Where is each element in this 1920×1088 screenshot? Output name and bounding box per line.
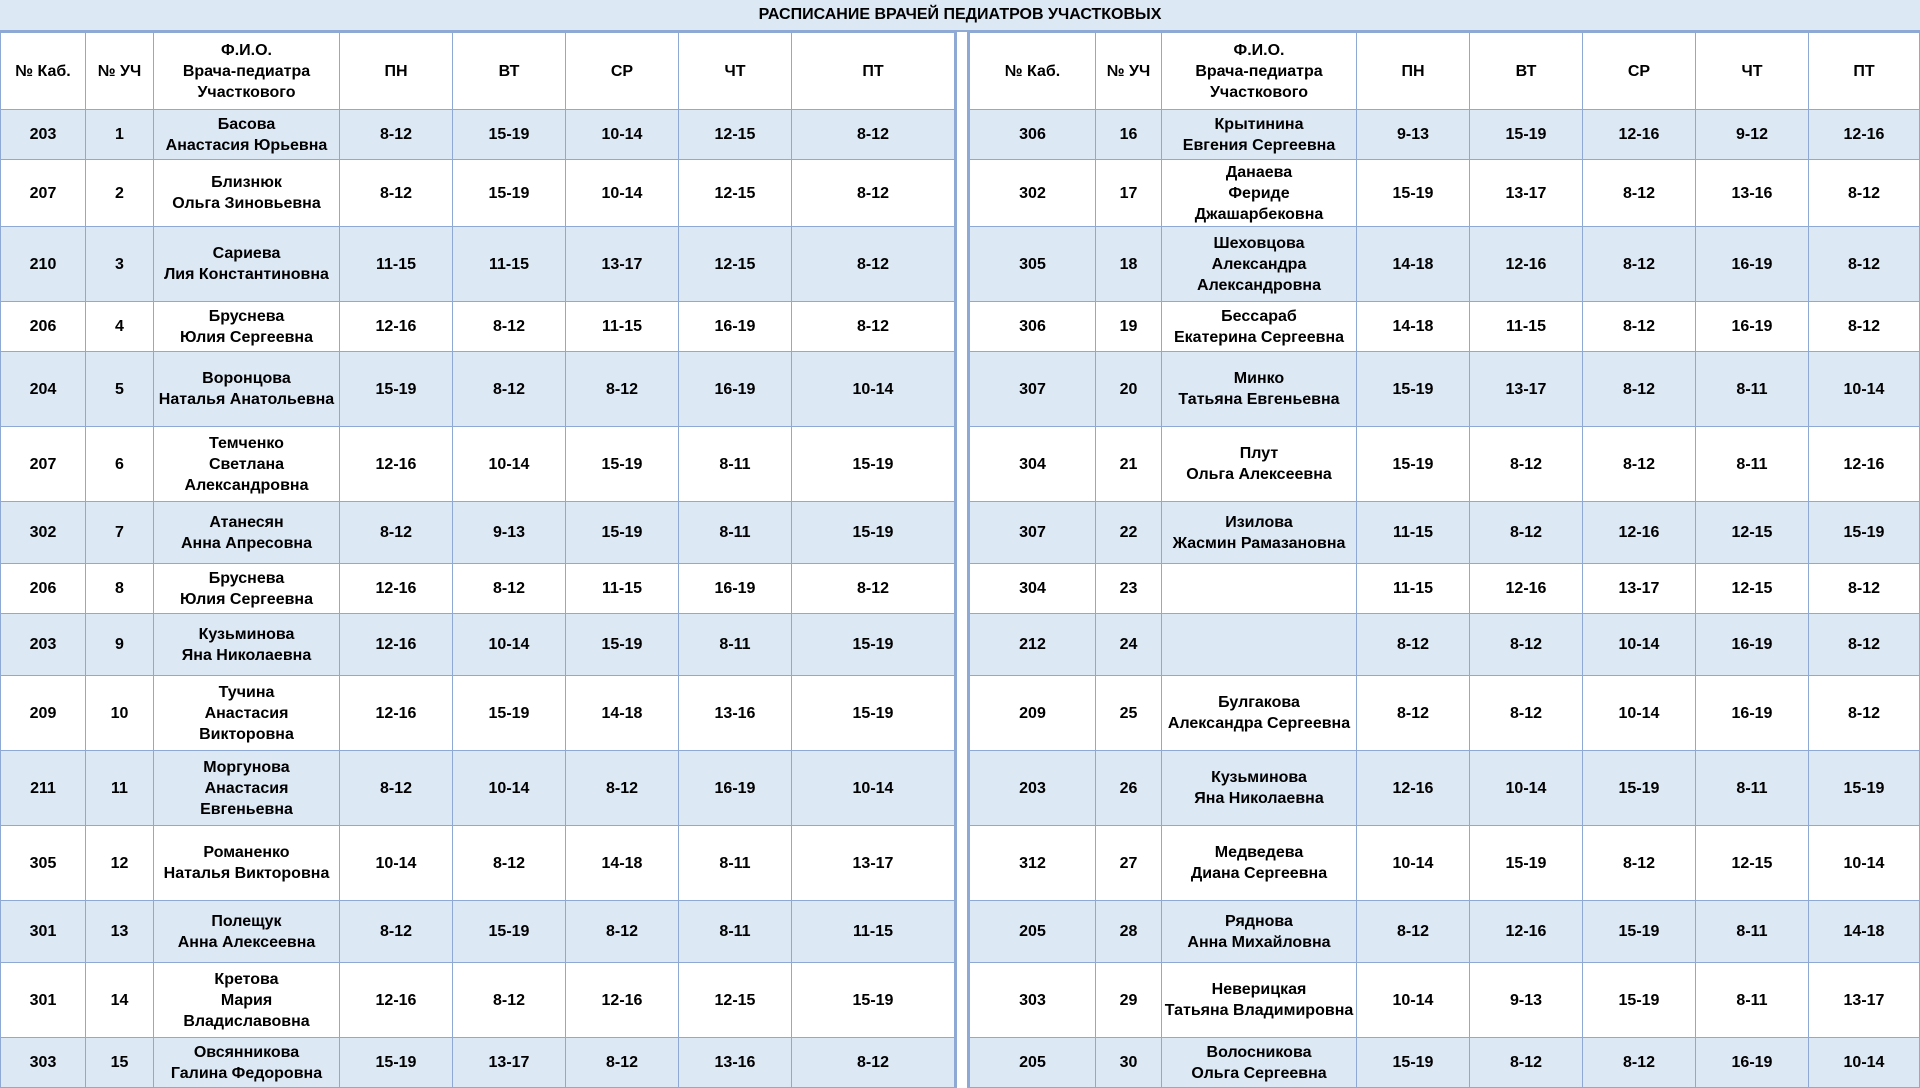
cell-monday: 12-16 bbox=[340, 564, 453, 614]
header-district: № УЧ bbox=[1096, 33, 1162, 110]
cell-monday: 12-16 bbox=[340, 427, 453, 502]
cell-monday: 8-12 bbox=[340, 502, 453, 564]
cell-monday: 8-12 bbox=[1357, 676, 1470, 751]
table-row bbox=[1, 826, 955, 901]
cell-friday: 15-19 bbox=[792, 427, 955, 502]
table-row bbox=[970, 676, 1920, 751]
table-divider bbox=[955, 32, 969, 1088]
cell-cabinet: 207 bbox=[1, 427, 86, 502]
cell-cabinet: 209 bbox=[970, 676, 1096, 751]
cell-thursday: 13-16 bbox=[1696, 160, 1809, 227]
cell-district: 21 bbox=[1096, 427, 1162, 502]
cell-friday: 15-19 bbox=[792, 614, 955, 676]
cell-cabinet: 307 bbox=[970, 502, 1096, 564]
cell-doctor-name: Темченко Светлана Александровна bbox=[154, 427, 340, 502]
cell-cabinet: 205 bbox=[970, 1038, 1096, 1088]
cell-district: 29 bbox=[1096, 963, 1162, 1038]
table-row bbox=[1, 751, 955, 826]
cell-thursday: 13-16 bbox=[679, 1038, 792, 1088]
cell-friday: 8-12 bbox=[792, 302, 955, 352]
table-row bbox=[1, 963, 955, 1038]
cell-tuesday: 13-17 bbox=[1470, 160, 1583, 227]
cell-tuesday: 13-17 bbox=[1470, 352, 1583, 427]
cell-thursday: 12-15 bbox=[679, 227, 792, 302]
cell-wednesday: 15-19 bbox=[566, 614, 679, 676]
table-row bbox=[970, 564, 1920, 614]
table-row bbox=[970, 1038, 1920, 1088]
cell-monday: 15-19 bbox=[1357, 1038, 1470, 1088]
cell-tuesday: 8-12 bbox=[453, 963, 566, 1038]
cell-tuesday: 15-19 bbox=[1470, 110, 1583, 160]
cell-district: 19 bbox=[1096, 302, 1162, 352]
cell-wednesday: 14-18 bbox=[566, 826, 679, 901]
cell-thursday: 16-19 bbox=[679, 564, 792, 614]
table-row bbox=[1, 427, 955, 502]
cell-cabinet: 203 bbox=[1, 614, 86, 676]
header-friday: ПТ bbox=[792, 33, 955, 110]
cell-monday: 12-16 bbox=[340, 963, 453, 1038]
cell-wednesday: 15-19 bbox=[566, 502, 679, 564]
cell-doctor-name: Данаева Фериде Джашарбековна bbox=[1162, 160, 1357, 227]
cell-friday: 8-12 bbox=[1809, 676, 1920, 751]
cell-doctor-name: Изилова Жасмин Рамазановна bbox=[1162, 502, 1357, 564]
cell-monday: 8-12 bbox=[340, 751, 453, 826]
cell-thursday: 8-11 bbox=[679, 826, 792, 901]
cell-tuesday: 15-19 bbox=[1470, 826, 1583, 901]
cell-cabinet: 212 bbox=[970, 614, 1096, 676]
header-district: № УЧ bbox=[86, 33, 154, 110]
cell-monday: 12-16 bbox=[340, 676, 453, 751]
cell-friday: 12-16 bbox=[1809, 110, 1920, 160]
cell-cabinet: 304 bbox=[970, 564, 1096, 614]
cell-thursday: 12-15 bbox=[1696, 502, 1809, 564]
cell-friday: 8-12 bbox=[1809, 160, 1920, 227]
cell-wednesday: 8-12 bbox=[1583, 302, 1696, 352]
cell-cabinet: 301 bbox=[1, 901, 86, 963]
table-row bbox=[1, 160, 955, 227]
cell-friday: 8-12 bbox=[792, 1038, 955, 1088]
cell-district: 13 bbox=[86, 901, 154, 963]
cell-tuesday: 8-12 bbox=[1470, 427, 1583, 502]
cell-doctor-name: Ряднова Анна Михайловна bbox=[1162, 901, 1357, 963]
cell-wednesday: 8-12 bbox=[1583, 1038, 1696, 1088]
header-monday: ПН bbox=[1357, 33, 1470, 110]
cell-thursday: 12-15 bbox=[1696, 564, 1809, 614]
cell-wednesday: 12-16 bbox=[1583, 110, 1696, 160]
cell-doctor-name: Бессараб Екатерина Сергеевна bbox=[1162, 302, 1357, 352]
cell-doctor-name: Полещук Анна Алексеевна bbox=[154, 901, 340, 963]
table-row bbox=[970, 352, 1920, 427]
cell-wednesday: 8-12 bbox=[566, 352, 679, 427]
cell-monday: 8-12 bbox=[340, 160, 453, 227]
table-row bbox=[1, 302, 955, 352]
cell-thursday: 12-15 bbox=[679, 963, 792, 1038]
page-title: РАСПИСАНИЕ ВРАЧЕЙ ПЕДИАТРОВ УЧАСТКОВЫХ bbox=[0, 0, 1920, 32]
cell-cabinet: 303 bbox=[970, 963, 1096, 1038]
cell-monday: 15-19 bbox=[1357, 160, 1470, 227]
cell-cabinet: 302 bbox=[1, 502, 86, 564]
table-row bbox=[1, 227, 955, 302]
table-row bbox=[1, 110, 955, 160]
schedule-tables bbox=[0, 32, 1920, 1088]
table-row bbox=[1, 502, 955, 564]
cell-cabinet: 306 bbox=[970, 110, 1096, 160]
cell-tuesday: 10-14 bbox=[453, 427, 566, 502]
cell-monday: 11-15 bbox=[1357, 502, 1470, 564]
cell-tuesday: 10-14 bbox=[453, 614, 566, 676]
cell-thursday: 8-11 bbox=[679, 901, 792, 963]
header-thursday: ЧТ bbox=[679, 33, 792, 110]
cell-wednesday: 8-12 bbox=[1583, 160, 1696, 227]
cell-doctor-name: Крытинина Евгения Сергеевна bbox=[1162, 110, 1357, 160]
table-row bbox=[970, 751, 1920, 826]
cell-doctor-name: Кретова Мария Владиславовна bbox=[154, 963, 340, 1038]
cell-thursday: 8-11 bbox=[679, 427, 792, 502]
cell-cabinet: 302 bbox=[970, 160, 1096, 227]
header-row bbox=[1, 33, 955, 110]
cell-cabinet: 304 bbox=[970, 427, 1096, 502]
cell-cabinet: 206 bbox=[1, 564, 86, 614]
cell-district: 6 bbox=[86, 427, 154, 502]
cell-monday: 14-18 bbox=[1357, 227, 1470, 302]
cell-monday: 12-16 bbox=[340, 614, 453, 676]
cell-district: 23 bbox=[1096, 564, 1162, 614]
table-row bbox=[970, 302, 1920, 352]
cell-district: 16 bbox=[1096, 110, 1162, 160]
cell-doctor-name: Басова Анастасия Юрьевна bbox=[154, 110, 340, 160]
cell-tuesday: 9-13 bbox=[1470, 963, 1583, 1038]
header-tuesday: ВТ bbox=[453, 33, 566, 110]
cell-district: 7 bbox=[86, 502, 154, 564]
cell-tuesday: 8-12 bbox=[453, 564, 566, 614]
cell-thursday: 9-12 bbox=[1696, 110, 1809, 160]
cell-wednesday: 12-16 bbox=[1583, 502, 1696, 564]
cell-district: 26 bbox=[1096, 751, 1162, 826]
cell-wednesday: 8-12 bbox=[1583, 427, 1696, 502]
cell-cabinet: 203 bbox=[1, 110, 86, 160]
table-row bbox=[970, 110, 1920, 160]
cell-monday: 11-15 bbox=[1357, 564, 1470, 614]
table-row bbox=[970, 160, 1920, 227]
cell-friday: 15-19 bbox=[792, 963, 955, 1038]
cell-friday: 10-14 bbox=[1809, 352, 1920, 427]
cell-tuesday: 8-12 bbox=[1470, 502, 1583, 564]
cell-doctor-name: Романенко Наталья Викторовна bbox=[154, 826, 340, 901]
cell-doctor-name: Волосникова Ольга Сергеевна bbox=[1162, 1038, 1357, 1088]
cell-friday: 15-19 bbox=[792, 502, 955, 564]
cell-friday: 10-14 bbox=[792, 751, 955, 826]
cell-thursday: 13-16 bbox=[679, 676, 792, 751]
cell-cabinet: 209 bbox=[1, 676, 86, 751]
cell-monday: 10-14 bbox=[1357, 826, 1470, 901]
cell-doctor-name: Близнюк Ольга Зиновьевна bbox=[154, 160, 340, 227]
cell-wednesday: 11-15 bbox=[566, 302, 679, 352]
cell-tuesday: 11-15 bbox=[1470, 302, 1583, 352]
cell-district: 10 bbox=[86, 676, 154, 751]
table-row bbox=[1, 676, 955, 751]
cell-tuesday: 13-17 bbox=[453, 1038, 566, 1088]
cell-wednesday: 10-14 bbox=[566, 110, 679, 160]
cell-cabinet: 305 bbox=[1, 826, 86, 901]
cell-monday: 8-12 bbox=[340, 110, 453, 160]
cell-tuesday: 9-13 bbox=[453, 502, 566, 564]
cell-cabinet: 303 bbox=[1, 1038, 86, 1088]
cell-monday: 8-12 bbox=[1357, 901, 1470, 963]
cell-doctor-name: Медведева Диана Сергеевна bbox=[1162, 826, 1357, 901]
cell-district: 2 bbox=[86, 160, 154, 227]
cell-thursday: 8-11 bbox=[679, 614, 792, 676]
header-friday: ПТ bbox=[1809, 33, 1920, 110]
cell-cabinet: 203 bbox=[970, 751, 1096, 826]
cell-district: 1 bbox=[86, 110, 154, 160]
header-row bbox=[970, 33, 1920, 110]
cell-tuesday: 8-12 bbox=[1470, 614, 1583, 676]
cell-doctor-name: Булгакова Александра Сергеевна bbox=[1162, 676, 1357, 751]
cell-district: 22 bbox=[1096, 502, 1162, 564]
cell-cabinet: 301 bbox=[1, 963, 86, 1038]
cell-district: 9 bbox=[86, 614, 154, 676]
cell-friday: 8-12 bbox=[1809, 614, 1920, 676]
cell-friday: 11-15 bbox=[792, 901, 955, 963]
cell-district: 27 bbox=[1096, 826, 1162, 901]
cell-friday: 15-19 bbox=[1809, 751, 1920, 826]
cell-monday: 8-12 bbox=[1357, 614, 1470, 676]
cell-wednesday: 15-19 bbox=[1583, 963, 1696, 1038]
cell-monday: 8-12 bbox=[340, 901, 453, 963]
cell-friday: 14-18 bbox=[1809, 901, 1920, 963]
cell-monday: 11-15 bbox=[340, 227, 453, 302]
table-row bbox=[970, 502, 1920, 564]
table-row bbox=[1, 1038, 955, 1088]
cell-tuesday: 12-16 bbox=[1470, 901, 1583, 963]
cell-district: 5 bbox=[86, 352, 154, 427]
cell-monday: 15-19 bbox=[340, 1038, 453, 1088]
cell-thursday: 12-15 bbox=[1696, 826, 1809, 901]
cell-monday: 12-16 bbox=[1357, 751, 1470, 826]
cell-friday: 10-14 bbox=[1809, 826, 1920, 901]
cell-friday: 8-12 bbox=[792, 110, 955, 160]
cell-doctor-name: Кузьминова Яна Николаевна bbox=[1162, 751, 1357, 826]
cell-district: 24 bbox=[1096, 614, 1162, 676]
table-row bbox=[970, 227, 1920, 302]
cell-friday: 8-12 bbox=[1809, 227, 1920, 302]
cell-cabinet: 312 bbox=[970, 826, 1096, 901]
cell-tuesday: 10-14 bbox=[1470, 751, 1583, 826]
header-cabinet: № Каб. bbox=[970, 33, 1096, 110]
cell-cabinet: 207 bbox=[1, 160, 86, 227]
cell-friday: 12-16 bbox=[1809, 427, 1920, 502]
cell-thursday: 8-11 bbox=[679, 502, 792, 564]
cell-cabinet: 206 bbox=[1, 302, 86, 352]
cell-cabinet: 211 bbox=[1, 751, 86, 826]
cell-doctor-name: Тучина Анастасия Викторовна bbox=[154, 676, 340, 751]
cell-wednesday: 8-12 bbox=[1583, 826, 1696, 901]
cell-tuesday: 15-19 bbox=[453, 676, 566, 751]
table-row bbox=[970, 826, 1920, 901]
cell-wednesday: 8-12 bbox=[566, 1038, 679, 1088]
cell-district: 20 bbox=[1096, 352, 1162, 427]
table-row bbox=[970, 427, 1920, 502]
table-row bbox=[970, 614, 1920, 676]
cell-monday: 10-14 bbox=[1357, 963, 1470, 1038]
cell-tuesday: 15-19 bbox=[453, 110, 566, 160]
header-wednesday: СР bbox=[1583, 33, 1696, 110]
cell-tuesday: 15-19 bbox=[453, 160, 566, 227]
cell-doctor-name: Моргунова Анастасия Евгеньевна bbox=[154, 751, 340, 826]
cell-district: 14 bbox=[86, 963, 154, 1038]
cell-monday: 15-19 bbox=[1357, 352, 1470, 427]
cell-wednesday: 13-17 bbox=[566, 227, 679, 302]
cell-friday: 15-19 bbox=[1809, 502, 1920, 564]
cell-cabinet: 307 bbox=[970, 352, 1096, 427]
cell-doctor-name: Овсянникова Галина Федоровна bbox=[154, 1038, 340, 1088]
cell-monday: 9-13 bbox=[1357, 110, 1470, 160]
cell-thursday: 12-15 bbox=[679, 110, 792, 160]
cell-cabinet: 306 bbox=[970, 302, 1096, 352]
table-row bbox=[1, 901, 955, 963]
cell-thursday: 12-15 bbox=[679, 160, 792, 227]
cell-wednesday: 12-16 bbox=[566, 963, 679, 1038]
cell-friday: 8-12 bbox=[792, 564, 955, 614]
cell-district: 3 bbox=[86, 227, 154, 302]
cell-monday: 15-19 bbox=[340, 352, 453, 427]
cell-district: 8 bbox=[86, 564, 154, 614]
cell-thursday: 16-19 bbox=[1696, 227, 1809, 302]
cell-thursday: 16-19 bbox=[679, 302, 792, 352]
cell-district: 17 bbox=[1096, 160, 1162, 227]
cell-doctor-name: Минко Татьяна Евгеньевна bbox=[1162, 352, 1357, 427]
cell-tuesday: 15-19 bbox=[453, 901, 566, 963]
cell-doctor-name bbox=[1162, 614, 1357, 676]
cell-wednesday: 15-19 bbox=[1583, 751, 1696, 826]
cell-wednesday: 8-12 bbox=[1583, 352, 1696, 427]
cell-district: 25 bbox=[1096, 676, 1162, 751]
cell-thursday: 8-11 bbox=[1696, 901, 1809, 963]
cell-wednesday: 14-18 bbox=[566, 676, 679, 751]
table-row bbox=[1, 564, 955, 614]
cell-doctor-name: Плут Ольга Алексеевна bbox=[1162, 427, 1357, 502]
cell-doctor-name: Кузьминова Яна Николаевна bbox=[154, 614, 340, 676]
cell-thursday: 8-11 bbox=[1696, 427, 1809, 502]
cell-doctor-name: Воронцова Наталья Анатольевна bbox=[154, 352, 340, 427]
cell-monday: 10-14 bbox=[340, 826, 453, 901]
header-doctor-name: Ф.И.О. Врача-педиатра Участкового bbox=[154, 33, 340, 110]
cell-tuesday: 8-12 bbox=[453, 352, 566, 427]
cell-doctor-name: Шеховцова Александра Александровна bbox=[1162, 227, 1357, 302]
cell-tuesday: 11-15 bbox=[453, 227, 566, 302]
cell-tuesday: 12-16 bbox=[1470, 227, 1583, 302]
cell-cabinet: 205 bbox=[970, 901, 1096, 963]
cell-cabinet: 305 bbox=[970, 227, 1096, 302]
cell-thursday: 16-19 bbox=[679, 352, 792, 427]
cell-tuesday: 8-12 bbox=[453, 826, 566, 901]
cell-district: 11 bbox=[86, 751, 154, 826]
cell-tuesday: 8-12 bbox=[1470, 1038, 1583, 1088]
cell-tuesday: 8-12 bbox=[453, 302, 566, 352]
cell-friday: 8-12 bbox=[1809, 564, 1920, 614]
cell-wednesday: 8-12 bbox=[566, 901, 679, 963]
cell-district: 18 bbox=[1096, 227, 1162, 302]
cell-friday: 13-17 bbox=[1809, 963, 1920, 1038]
cell-friday: 10-14 bbox=[792, 352, 955, 427]
cell-district: 30 bbox=[1096, 1038, 1162, 1088]
header-thursday: ЧТ bbox=[1696, 33, 1809, 110]
cell-doctor-name: Бруснева Юлия Сергеевна bbox=[154, 302, 340, 352]
cell-friday: 15-19 bbox=[792, 676, 955, 751]
cell-tuesday: 12-16 bbox=[1470, 564, 1583, 614]
header-doctor-name: Ф.И.О. Врача-педиатра Участкового bbox=[1162, 33, 1357, 110]
cell-thursday: 16-19 bbox=[1696, 302, 1809, 352]
cell-wednesday: 15-19 bbox=[1583, 901, 1696, 963]
cell-cabinet: 210 bbox=[1, 227, 86, 302]
cell-friday: 10-14 bbox=[1809, 1038, 1920, 1088]
table-row bbox=[1, 614, 955, 676]
cell-friday: 8-12 bbox=[792, 227, 955, 302]
cell-wednesday: 10-14 bbox=[566, 160, 679, 227]
cell-wednesday: 10-14 bbox=[1583, 614, 1696, 676]
cell-cabinet: 204 bbox=[1, 352, 86, 427]
cell-thursday: 8-11 bbox=[1696, 352, 1809, 427]
cell-doctor-name bbox=[1162, 564, 1357, 614]
cell-wednesday: 13-17 bbox=[1583, 564, 1696, 614]
table-row bbox=[970, 901, 1920, 963]
cell-friday: 8-12 bbox=[792, 160, 955, 227]
cell-monday: 14-18 bbox=[1357, 302, 1470, 352]
header-tuesday: ВТ bbox=[1470, 33, 1583, 110]
table-row bbox=[970, 963, 1920, 1038]
table-row bbox=[1, 352, 955, 427]
cell-doctor-name: Неверицкая Татьяна Владимировна bbox=[1162, 963, 1357, 1038]
cell-wednesday: 11-15 bbox=[566, 564, 679, 614]
cell-district: 12 bbox=[86, 826, 154, 901]
cell-monday: 15-19 bbox=[1357, 427, 1470, 502]
cell-wednesday: 15-19 bbox=[566, 427, 679, 502]
cell-thursday: 16-19 bbox=[1696, 676, 1809, 751]
cell-thursday: 16-19 bbox=[1696, 614, 1809, 676]
cell-doctor-name: Атанесян Анна Апресовна bbox=[154, 502, 340, 564]
header-cabinet: № Каб. bbox=[1, 33, 86, 110]
cell-wednesday: 8-12 bbox=[1583, 227, 1696, 302]
cell-thursday: 16-19 bbox=[679, 751, 792, 826]
cell-tuesday: 10-14 bbox=[453, 751, 566, 826]
cell-thursday: 16-19 bbox=[1696, 1038, 1809, 1088]
cell-doctor-name: Бруснева Юлия Сергеевна bbox=[154, 564, 340, 614]
cell-district: 15 bbox=[86, 1038, 154, 1088]
schedule-table-right bbox=[969, 32, 1920, 1088]
cell-monday: 12-16 bbox=[340, 302, 453, 352]
cell-district: 4 bbox=[86, 302, 154, 352]
schedule-table-left bbox=[0, 32, 955, 1088]
header-wednesday: СР bbox=[566, 33, 679, 110]
cell-wednesday: 8-12 bbox=[566, 751, 679, 826]
cell-doctor-name: Сариева Лия Константиновна bbox=[154, 227, 340, 302]
cell-district: 28 bbox=[1096, 901, 1162, 963]
header-monday: ПН bbox=[340, 33, 453, 110]
cell-thursday: 8-11 bbox=[1696, 963, 1809, 1038]
cell-friday: 8-12 bbox=[1809, 302, 1920, 352]
cell-tuesday: 8-12 bbox=[1470, 676, 1583, 751]
cell-thursday: 8-11 bbox=[1696, 751, 1809, 826]
cell-wednesday: 10-14 bbox=[1583, 676, 1696, 751]
cell-friday: 13-17 bbox=[792, 826, 955, 901]
